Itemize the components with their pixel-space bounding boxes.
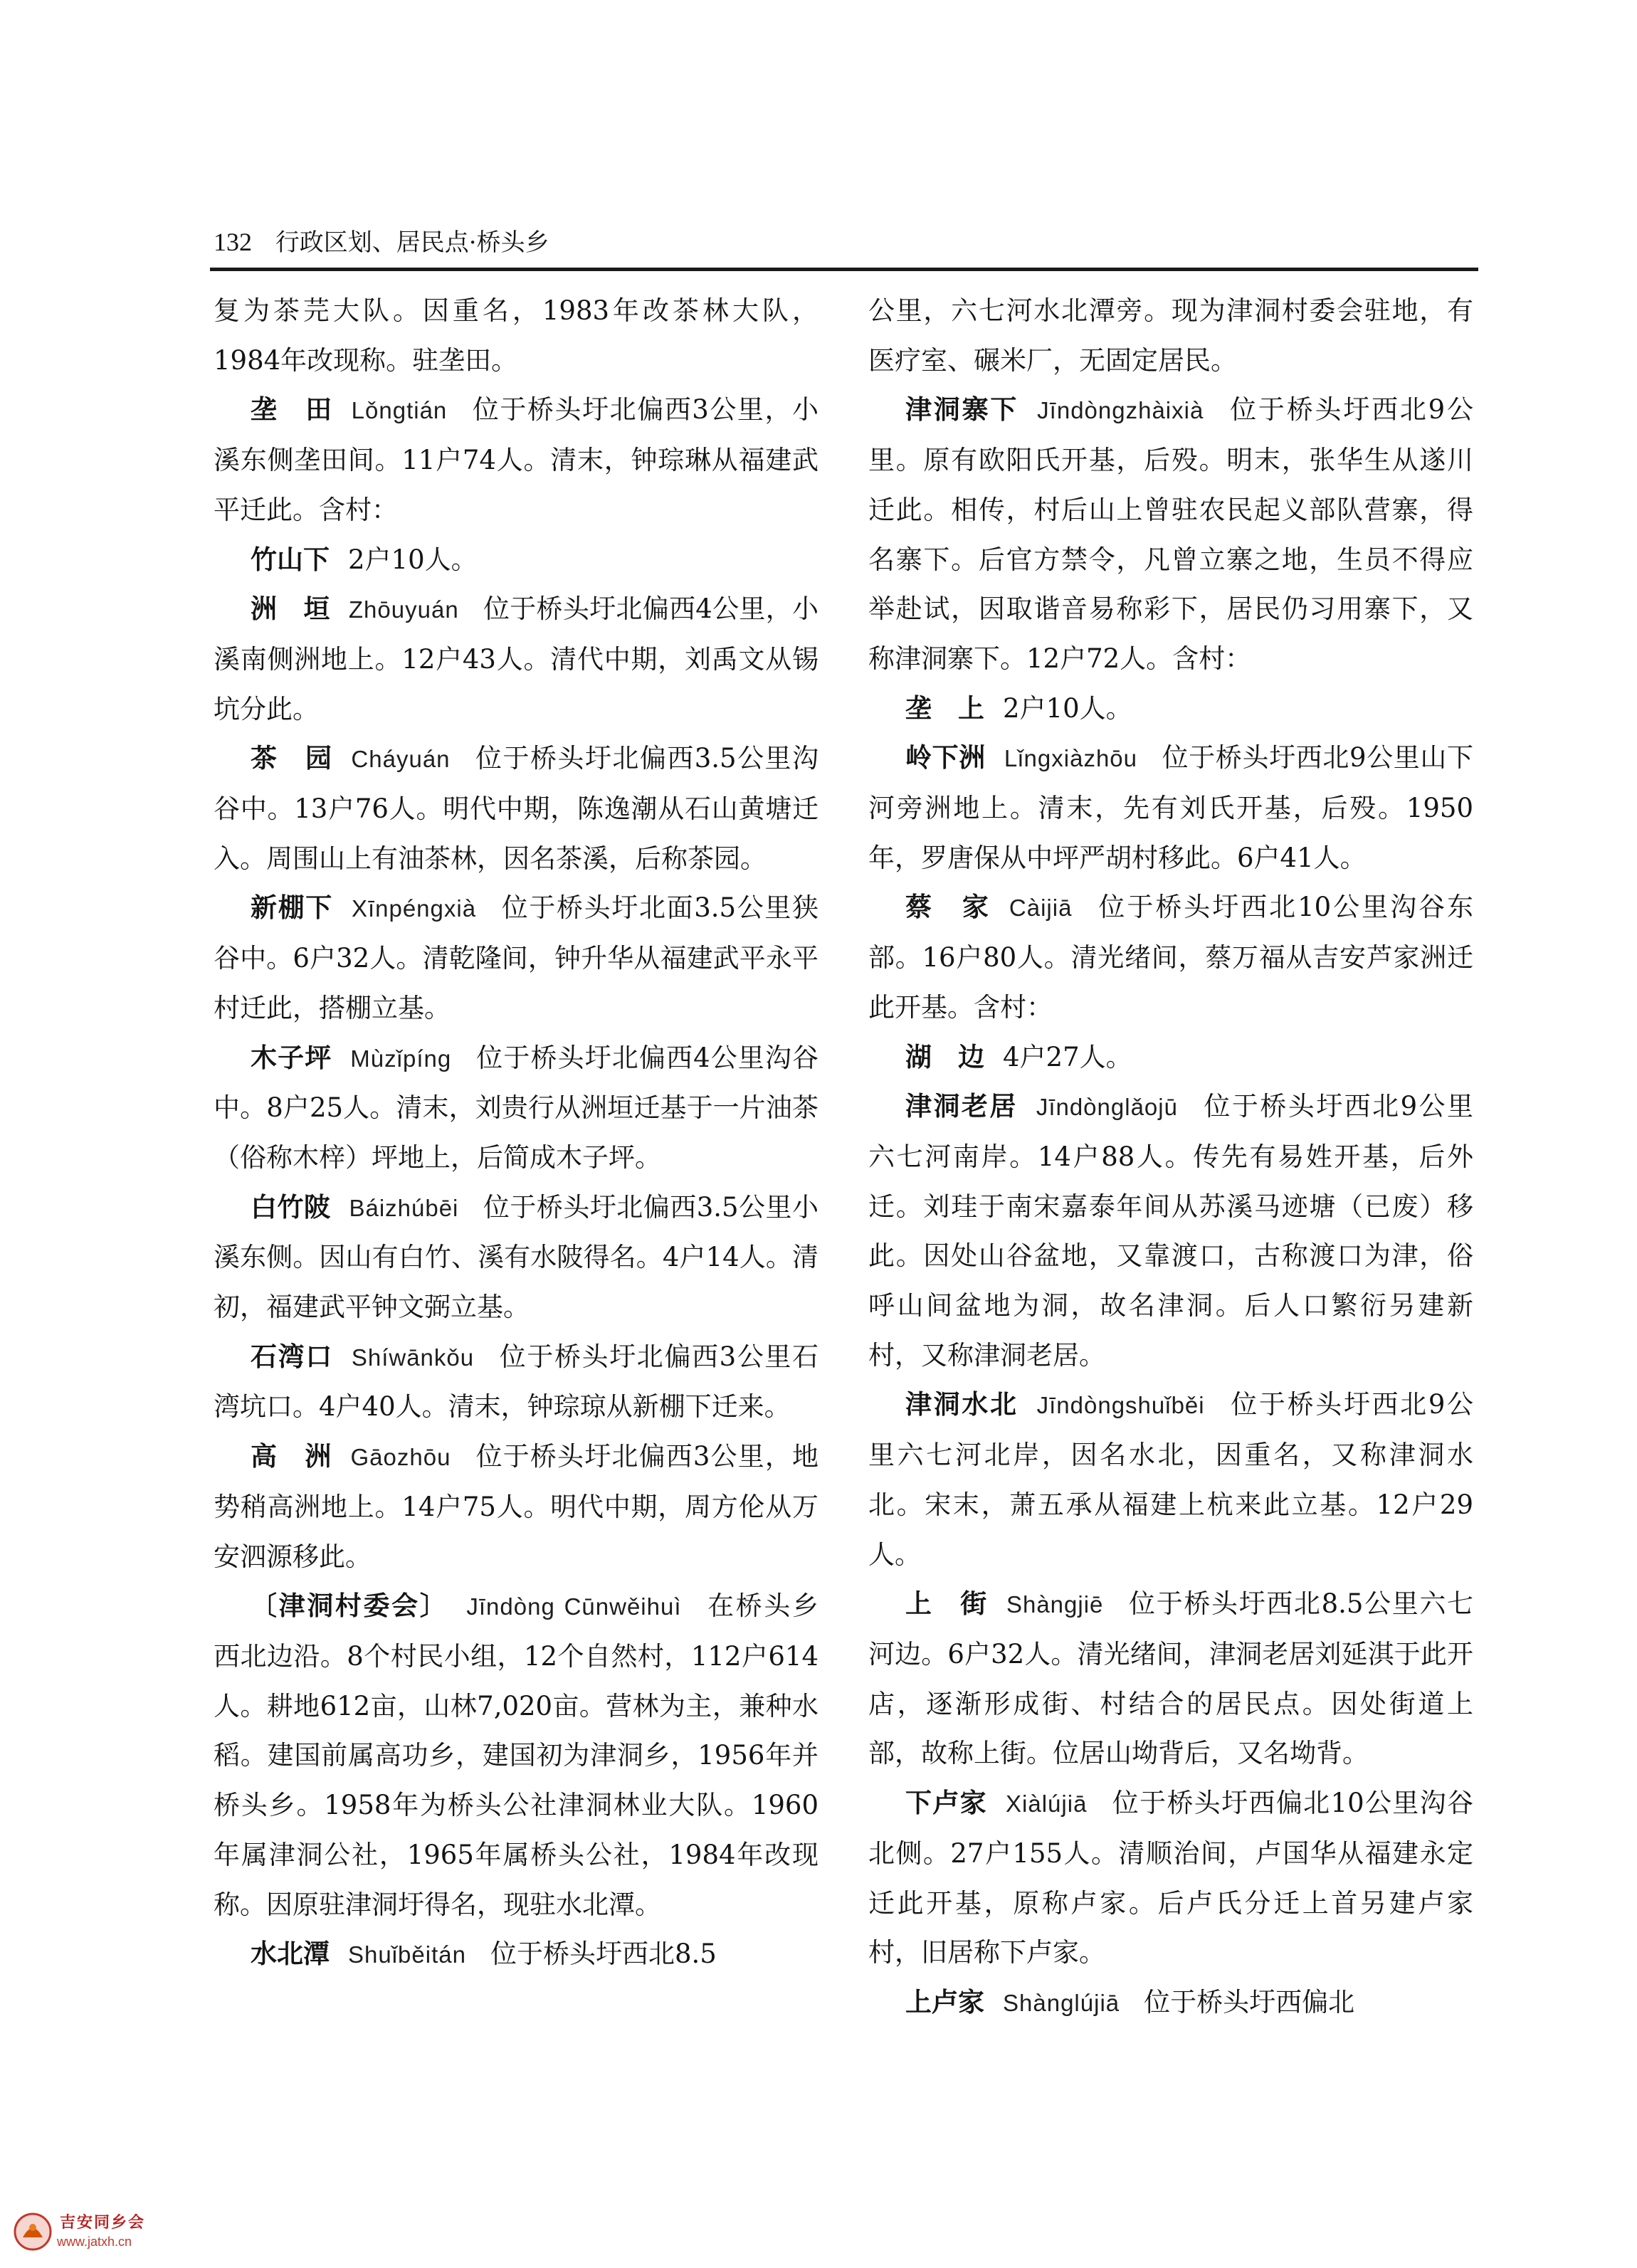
entry-text: 位于桥头圩西偏北10公里沟谷北侧。27户155人。清顺治间，卢国华从福建永定迁此开基，原称卢家。后卢氏分迁上首另建卢家村，旧居称下卢家。 bbox=[868, 1788, 1473, 1968]
right-column bbox=[868, 286, 1473, 2022]
watermark-title: 吉安同乡会 bbox=[60, 2214, 146, 2232]
watermark-logo-icon bbox=[13, 2212, 53, 2252]
entry-text: 公里，六七河水北潭旁。现为津洞村委会驻地，有医疗室、碾米厂，无固定居民。 bbox=[868, 295, 1473, 376]
entry-paragraph bbox=[214, 1432, 818, 1581]
entry-pinyin: Shuǐběitán bbox=[348, 1941, 466, 1968]
watermark bbox=[6, 2208, 191, 2257]
entry-pinyin: Shàngjiē bbox=[1006, 1591, 1104, 1618]
entry-pinyin: Zhōuyuán bbox=[348, 596, 459, 623]
entry-paragraph bbox=[214, 1581, 818, 1929]
entry-paragraph bbox=[214, 584, 818, 734]
entry-name: 水北潭 bbox=[251, 1939, 330, 1970]
entry-pinyin: Lǐngxiàzhōu bbox=[1004, 745, 1138, 772]
entry-paragraph bbox=[868, 385, 1473, 683]
entry-paragraph bbox=[214, 1033, 818, 1183]
entry-text: 复为茶芫大队。因重名，1983年改茶林大队，1984年改现称。驻垄田。 bbox=[214, 295, 818, 376]
entry-pinyin: Mùzǐpíng bbox=[350, 1045, 452, 1072]
entry-text: 位于桥头圩西北8.5公里六七河边。6户32人。清光绪间，津洞老居刘延淇于此开店，逐渐形成街、村结合的居民点。因处街道上部，故称上街。位居山坳背后，又名坳背。 bbox=[868, 1588, 1473, 1769]
entry-paragraph bbox=[868, 1082, 1473, 1380]
entry-text: 位于桥头圩北偏西3公里，小溪东侧垄田间。11户74人。清末，钟琮琳从福建武平迁此。含村： bbox=[214, 394, 818, 525]
watermark-url: www.jatxh.cn bbox=[57, 2235, 132, 2249]
entry-pinyin: Jīndòngshuǐběi bbox=[1036, 1392, 1205, 1419]
entry-text: 位于桥头圩西北10公里沟谷东部。16户80人。清光绪间，蔡万福从吉安芦家洲迁此开基。含村： bbox=[868, 892, 1473, 1023]
entry-text: 位于桥头圩北偏西3.5公里沟谷中。13户76人。明代中期，陈逸潮从石山黄塘迁入。周围山上有油茶林，因名茶溪，后称茶园。 bbox=[214, 743, 818, 874]
entry-pinyin: Shànglújiā bbox=[1003, 1989, 1120, 2016]
page-running-title: 行政区划、居民点·桥头乡 bbox=[275, 228, 549, 257]
entry-text: 2户10人。 bbox=[348, 544, 478, 575]
entry-paragraph bbox=[214, 286, 818, 385]
entry-text: 位于桥头圩北偏西3公里石湾坑口。4户40人。清末，钟琮琼从新棚下迁来。 bbox=[214, 1341, 818, 1423]
entry-name: 石湾口 bbox=[251, 1341, 333, 1372]
entry-name: 洲 垣 bbox=[251, 594, 330, 625]
entry-name: 茶 园 bbox=[251, 743, 333, 774]
entry-paragraph bbox=[868, 286, 1473, 385]
left-column bbox=[214, 286, 818, 2022]
entry-text: 位于桥头圩北面3.5公里狭谷中。6户32人。清乾隆间，钟升华从福建武平永平村迁此，搭棚立基。 bbox=[214, 892, 818, 1023]
entry-paragraph bbox=[214, 734, 818, 883]
entry-pinyin: Xiàlújiā bbox=[1006, 1790, 1088, 1818]
entry-text: 4户27人。 bbox=[1003, 1041, 1132, 1072]
entry-paragraph bbox=[214, 1332, 818, 1432]
entry-paragraph bbox=[868, 882, 1473, 1032]
entry-pinyin: Cháyuán bbox=[351, 746, 451, 773]
entry-pinyin: Jīndòng Cūnwěihuì bbox=[466, 1593, 682, 1620]
entry-name: 竹山下 bbox=[251, 544, 330, 575]
entry-text: 2户10人。 bbox=[1003, 692, 1132, 724]
entry-name: 高 洲 bbox=[251, 1441, 332, 1472]
entry-name: 新棚下 bbox=[251, 892, 333, 924]
entry-paragraph bbox=[214, 1183, 818, 1332]
entry-pinyin: Shíwānkǒu bbox=[351, 1344, 475, 1371]
entry-paragraph bbox=[868, 684, 1473, 734]
entry-paragraph bbox=[868, 1033, 1473, 1082]
entry-pinyin: Jīndònglǎojū bbox=[1036, 1094, 1178, 1121]
entry-text: 位于桥头圩西北9公里六七河南岸。14户88人。传先有易姓开基，后外迁。刘珪于南宋嘉泰年间从苏溪马迹塘（已废）移此。因处山谷盆地，又靠渡口，古称渡口为津，俗呼山间盆地为洞，故名津洞。后人口繁衍另建新村，又称津洞老居。 bbox=[868, 1091, 1473, 1371]
header-rule bbox=[210, 268, 1478, 271]
entry-name: 垄 上 bbox=[905, 692, 984, 724]
entry-name: 津洞寨下 bbox=[905, 394, 1019, 426]
entry-pinyin: Báizhúbēi bbox=[349, 1194, 459, 1221]
entry-text: 位于桥头圩北偏西4公里沟谷中。8户25人。清末，刘贵行从洲垣迁基于一片油茶（俗称木梓）坪地上，后简成木子坪。 bbox=[214, 1042, 818, 1173]
entry-paragraph bbox=[868, 1778, 1473, 1978]
entry-pinyin: Lǒngtián bbox=[351, 397, 448, 424]
entry-name: 湖 边 bbox=[905, 1041, 984, 1072]
entry-name: 津洞水北 bbox=[905, 1389, 1018, 1420]
entry-text: 位于桥头圩北偏西3公里，地势稍高洲地上。14户75人。明代中期，周方伦从万安泗源移此。 bbox=[214, 1441, 818, 1572]
entry-paragraph bbox=[214, 1929, 818, 1980]
entry-name: 白竹陂 bbox=[251, 1191, 331, 1223]
entry-text: 位于桥头圩西北9公里六七河北岸，因名水北，因重名，又称津洞水北。宋末，萧五承从福建上杭来此立基。12户29人。 bbox=[868, 1389, 1473, 1570]
entry-text: 位于桥头圩北偏西4公里，小溪南侧洲地上。12户43人。清代中期，刘禹文从锡坑分此。 bbox=[214, 594, 818, 724]
entry-paragraph bbox=[868, 1579, 1473, 1778]
entry-paragraph bbox=[868, 733, 1473, 882]
entry-pinyin: Xīnpéngxià bbox=[351, 895, 477, 922]
entry-paragraph bbox=[214, 385, 818, 534]
entry-paragraph bbox=[214, 535, 818, 585]
entry-name: 垄 田 bbox=[251, 394, 333, 426]
entry-name: 上卢家 bbox=[905, 1986, 984, 2018]
entry-paragraph bbox=[868, 1380, 1473, 1579]
entry-text: 位于桥头圩西偏北 bbox=[1144, 1986, 1355, 2018]
entry-text: 位于桥头圩西北9公里。原有欧阳氏开基，后殁。明末，张华生从遂川迁此。相传，村后山上曾驻农民起义部队营寨，得名寨下。后官方禁令，凡曾立寨之地，生员不得应举赴试，因取谐音易称彩下，居民仍习用寨下，又称津洞寨下。12户72人。含村： bbox=[868, 394, 1473, 674]
entry-text: 位于桥头圩西北8.5 bbox=[490, 1939, 717, 1970]
entry-pinyin: Càijiā bbox=[1009, 895, 1073, 922]
page-number: 132 bbox=[214, 228, 252, 256]
entry-name: 下卢家 bbox=[905, 1788, 988, 1819]
entry-pinyin: Gāozhōu bbox=[350, 1444, 451, 1471]
page-header bbox=[214, 219, 1473, 265]
entry-name: 蔡 家 bbox=[905, 892, 991, 923]
entry-name: 津洞老居 bbox=[905, 1091, 1018, 1122]
entry-text: 在桥头乡西北边沿。8个村民小组，12个自然村，112户614人。耕地612亩，山林7,020亩。营林为主，兼种水稻。建国前属高功乡，建国初为津洞乡，1956年并桥头乡。1958年为桥头公社津洞林业大队。1960年属津洞公社，1965年属桥头公社，1984年改现称。因原驻津洞圩得名，现驻水北潭。 bbox=[214, 1591, 818, 1920]
entry-pinyin: Jīndòngzhàixià bbox=[1037, 397, 1204, 424]
entry-name: 岭下洲 bbox=[905, 742, 986, 774]
entry-name: 木子坪 bbox=[251, 1042, 332, 1073]
entry-text: 位于桥头圩西北9公里山下河旁洲地上。清末，先有刘氏开基，后殁。1950年，罗唐保从中坪严胡村移此。6户41人。 bbox=[868, 742, 1473, 873]
entry-name: 〔津洞村委会〕 bbox=[251, 1591, 448, 1622]
entry-paragraph bbox=[214, 883, 818, 1033]
entry-text: 位于桥头圩北偏西3.5公里小溪东侧。因山有白竹、溪有水陂得名。4户14人。清初，福建武平钟文弼立基。 bbox=[214, 1191, 818, 1323]
entry-name: 上 街 bbox=[905, 1588, 988, 1620]
entry-paragraph bbox=[868, 1978, 1473, 2022]
